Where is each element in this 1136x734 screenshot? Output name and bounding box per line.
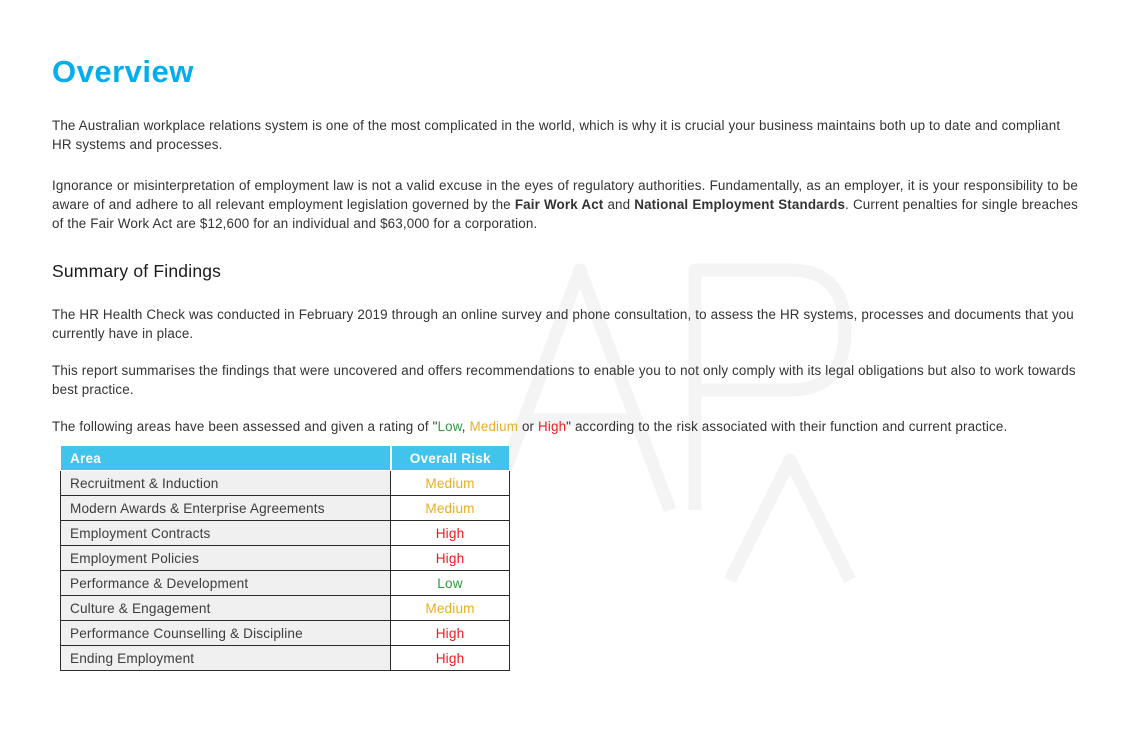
table-row <box>61 471 510 496</box>
risk-level-cell: Medium <box>391 471 510 496</box>
page-title: Overview <box>52 54 194 89</box>
risk-summary-table <box>60 445 510 671</box>
rating-legend-paragraph <box>52 417 1078 436</box>
rating-legend-medium: Medium <box>469 419 519 434</box>
risk-level-cell: High <box>391 546 510 571</box>
risk-level-cell: High <box>391 521 510 546</box>
table-row <box>61 496 510 521</box>
risk-level-cell: Medium <box>391 596 510 621</box>
rating-legend-lead: The following areas have been assessed and given a rating of " <box>52 419 438 434</box>
national-employment-standards-emphasis: National Employment Standards <box>634 197 846 212</box>
risk-area-cell: Employment Contracts <box>61 521 391 546</box>
column-header-overall-risk: Overall Risk <box>391 446 510 471</box>
spacer <box>52 283 1078 305</box>
document-body <box>52 116 1078 436</box>
spacer <box>52 343 1078 361</box>
table-row <box>61 546 510 571</box>
rating-legend-low: Low <box>437 419 462 434</box>
table-row <box>61 621 510 646</box>
column-header-area: Area <box>61 446 391 471</box>
risk-area-cell: Performance & Development <box>61 571 391 596</box>
table-row <box>61 646 510 671</box>
risk-area-cell: Modern Awards & Enterprise Agreements <box>61 496 391 521</box>
table-row <box>61 596 510 621</box>
risk-table-head <box>61 446 510 471</box>
risk-level-cell: Medium <box>391 496 510 521</box>
risk-table-header-row <box>61 446 510 471</box>
spacer <box>52 154 1078 176</box>
risk-level-cell: High <box>391 646 510 671</box>
intro-paragraph-2-text-2: and <box>603 197 635 212</box>
risk-area-cell: Performance Counselling & Discipline <box>61 621 391 646</box>
intro-paragraph-2-text-3: . Current penalties for single breaches of the Fair Work Act are $12,600 for an individual and $63,000 for a corporation. <box>52 197 1078 231</box>
rating-legend-separator-2: or <box>518 419 539 434</box>
rating-legend-tail: " according to the risk associated with their function and current practice. <box>566 419 1008 434</box>
fair-work-act-emphasis: Fair Work Act <box>514 197 604 212</box>
rating-legend-separator-1: , <box>461 419 470 434</box>
risk-level-cell: Low <box>391 571 510 596</box>
risk-area-cell: Employment Policies <box>61 546 391 571</box>
table-row <box>61 571 510 596</box>
risk-area-cell: Ending Employment <box>61 646 391 671</box>
spacer <box>52 399 1078 417</box>
table-row <box>61 521 510 546</box>
intro-paragraph-2-text-1: Ignorance or misinterpretation of employment law is not a valid excuse in the eyes of regulatory authorities. Fundamentally, as an employer, it is your responsibility to be aware of and adhere to all relevant employment legislation governed by the <box>52 178 1078 212</box>
summary-of-findings-heading: Summary of Findings <box>52 261 222 281</box>
risk-table-body <box>61 471 510 671</box>
risk-area-cell: Culture & Engagement <box>61 596 391 621</box>
risk-area-cell: Recruitment & Induction <box>61 471 391 496</box>
spacer <box>52 233 1078 259</box>
intro-paragraph-2 <box>52 176 1078 233</box>
intro-paragraph-1: The Australian workplace relations system is one of the most complicated in the world, which is why it is crucial your business maintains both up to date and compliant HR systems and processes. <box>52 118 1061 152</box>
risk-summary-table-container <box>60 445 510 671</box>
rating-legend-high: High <box>538 419 567 434</box>
summary-paragraph-2: This report summarises the findings that were uncovered and offers recommendations to enable you to not only comply with its legal obligations but also to work towards best practice. <box>52 363 1076 397</box>
risk-level-cell: High <box>391 621 510 646</box>
summary-paragraph-1: The HR Health Check was conducted in February 2019 through an online survey and phone consultation, to assess the HR systems, processes and documents that you currently have in place. <box>52 307 1074 341</box>
